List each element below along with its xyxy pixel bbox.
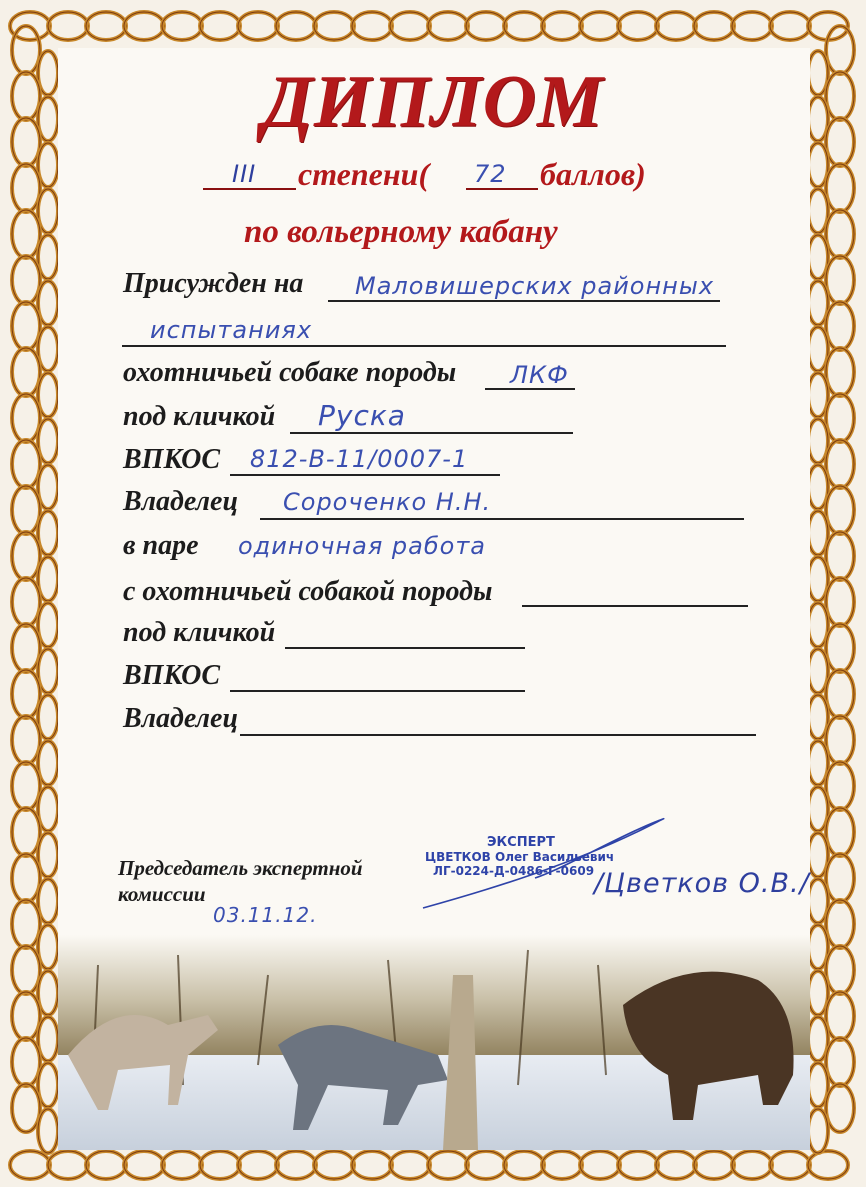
breed-label: охотничьей собаке породы <box>123 357 457 388</box>
awarded-underline-1 <box>328 300 720 302</box>
name-label: под кличкой <box>123 401 276 432</box>
stamp-number: ЛГ-0224-Д-0486-Г-0609 <box>433 864 595 878</box>
owner-label: Владелец <box>123 486 239 517</box>
pair-name-underline <box>285 647 525 649</box>
pair-owner-label: Владелец <box>123 703 239 734</box>
degree-underline <box>203 188 296 190</box>
vpkos-label: ВПКОС <box>123 444 221 475</box>
signature-date: 03.11.12. <box>213 903 318 927</box>
breed-underline <box>485 388 575 390</box>
stamp-name: ЦВЕТКОВ Олег Васильевич <box>425 850 615 864</box>
pair-name-label: под кличкой <box>123 617 276 648</box>
signature-scribble <box>415 808 675 918</box>
name-underline <box>290 432 573 434</box>
pair-owner-underline <box>240 734 756 736</box>
stamp-expert: ЭКСПЕРТ <box>487 835 555 850</box>
pair-breed-label: с охотничьей собакой породы <box>123 576 493 607</box>
breed-value: ЛКФ <box>510 361 569 389</box>
diploma-subtitle: по вольерному кабану <box>244 214 558 250</box>
chair-label-line1: Председатель экспертной <box>118 856 363 880</box>
name-value: Руска <box>318 399 406 432</box>
points-handwritten: 72 <box>474 160 507 188</box>
awarded-underline-2 <box>122 345 726 347</box>
degree-handwritten: III <box>232 160 257 188</box>
points-underline <box>466 188 538 190</box>
awarded-label: Присужден на <box>123 268 304 299</box>
degree-label: степени( <box>298 156 430 192</box>
pair-label: в паре <box>123 530 199 561</box>
diploma-title: ДИПЛОМ <box>262 61 604 143</box>
chair-label-line2: комиссии <box>118 882 206 906</box>
vpkos-value: 812-В-11/0007-1 <box>250 445 469 473</box>
pair-vpkos-label: ВПКОС <box>123 660 221 691</box>
owner-value: Сороченко Н.Н. <box>283 488 492 516</box>
awarded-value-line2: испытаниях <box>150 316 313 344</box>
points-label: баллов) <box>540 156 646 192</box>
vpkos-underline <box>230 474 500 476</box>
owner-underline <box>260 518 744 520</box>
pair-breed-underline <box>522 605 748 607</box>
awarded-value-line1: Маловишерских районных <box>355 272 715 300</box>
hunt-scene-photo <box>58 935 810 1150</box>
pair-value: одиночная работа <box>238 532 487 560</box>
pair-vpkos-underline <box>230 690 525 692</box>
signed-name: /Цветков О.В./ <box>594 868 810 899</box>
